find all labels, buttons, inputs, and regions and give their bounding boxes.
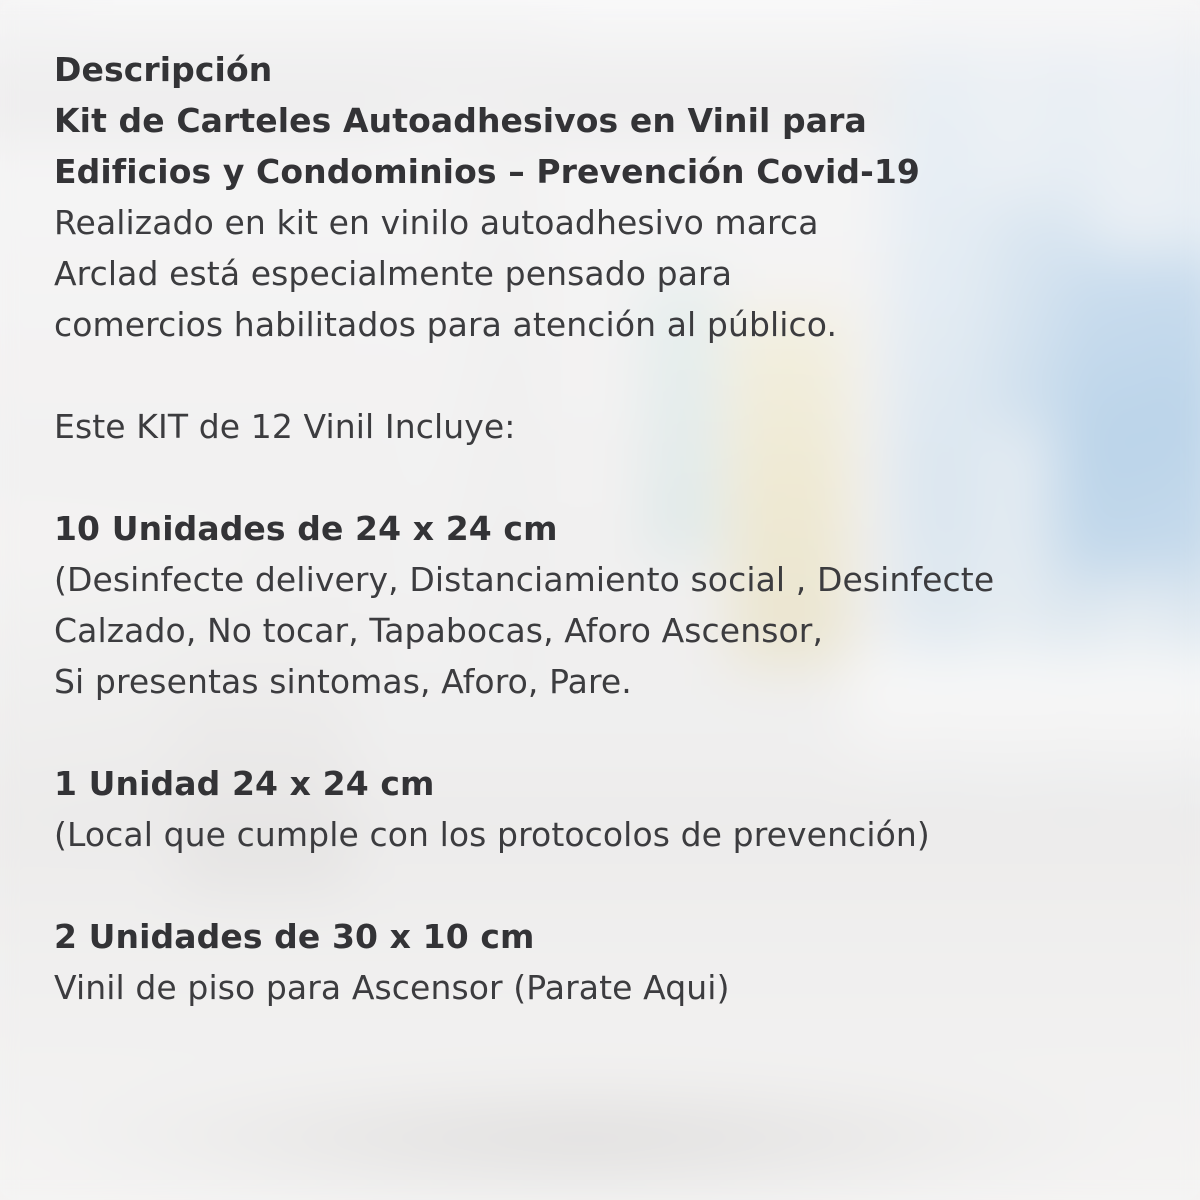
item-3-quantity-size: 2 Unidades de 30 x 10 cm <box>54 917 535 956</box>
description-paragraph-line-1: Realizado en kit en vinilo autoadhesivo marca <box>54 203 819 242</box>
description-text-block <box>54 44 1174 1013</box>
product-name-line-2: Edificios y Condominios – Prevención Covid-19 <box>54 152 920 191</box>
paragraph-spacer <box>54 707 1174 758</box>
description-title: Descripción <box>54 50 273 89</box>
description-paragraph-line-2: Arclad está especialmente pensado para <box>54 254 733 293</box>
item-1-detail-line-2: Calzado, No tocar, Tapabocas, Aforo Ascensor, <box>54 611 824 650</box>
paragraph-spacer <box>54 452 1174 503</box>
item-2-detail-line-1: (Local que cumple con los protocolos de prevención) <box>54 815 930 854</box>
kit-contents-intro: Este KIT de 12 Vinil Incluye: <box>54 407 516 446</box>
item-2-quantity-size: 1 Unidad 24 x 24 cm <box>54 764 435 803</box>
description-paragraph-line-3: comercios habilitados para atención al público. <box>54 305 838 344</box>
item-1-detail-line-3: Si presentas sintomas, Aforo, Pare. <box>54 662 632 701</box>
item-3-detail-line-1: Vinil de piso para Ascensor (Parate Aqui) <box>54 968 730 1007</box>
product-name-line-1: Kit de Carteles Autoadhesivos en Vinil para <box>54 101 867 140</box>
paragraph-spacer <box>54 860 1174 911</box>
item-1-quantity-size: 10 Unidades de 24 x 24 cm <box>54 509 558 548</box>
paragraph-spacer <box>54 350 1174 401</box>
item-1-detail-line-1: (Desinfecte delivery, Distanciamiento social , Desinfecte <box>54 560 995 599</box>
